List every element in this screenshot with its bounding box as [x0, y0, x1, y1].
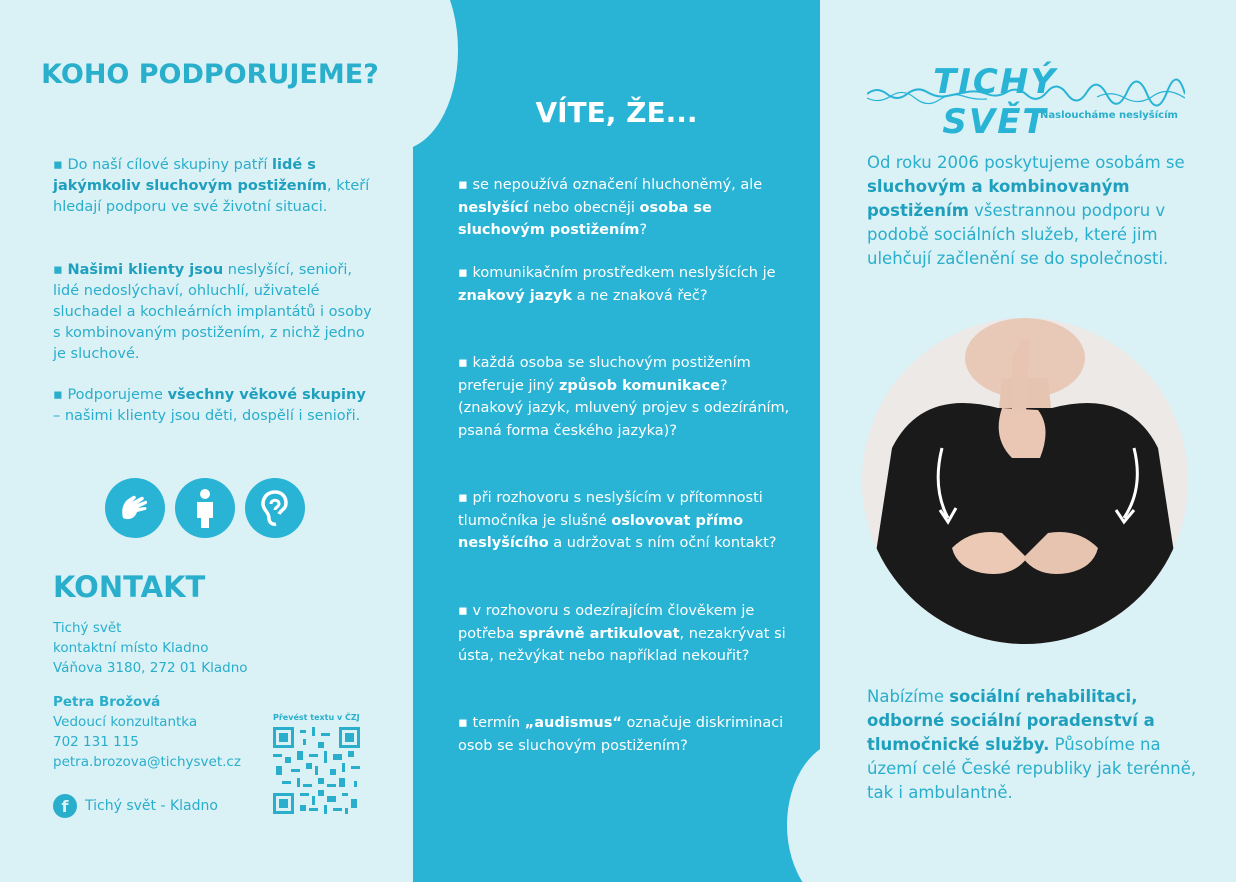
- bold-text: Našimi klienty jsou: [67, 262, 224, 278]
- text: a ne znaková řeč?: [572, 287, 708, 304]
- bold-text: způsob komunikace: [558, 377, 720, 394]
- text: – našimi klienty jsou děti, dospělí i senioři.: [53, 408, 361, 424]
- facebook-label: Tichý svět - Kladno: [85, 798, 218, 814]
- decorative-shape: [787, 740, 820, 882]
- icon-row: [105, 478, 305, 538]
- contact-place: kontaktní místo Kladno: [53, 640, 209, 656]
- fact-item: ▪ při rozhovoru s neslyšícím v přítomnosti tlumočníka je slušné oslovovat přímo neslyšícího a udržovat s ním oční kontakt?: [458, 490, 777, 551]
- bold-text: znakový jazyk: [458, 287, 573, 304]
- sign-language-photo: [862, 318, 1188, 644]
- bold-text: sociální rehabilitaci, odborné sociální poradenství a tlumočnické služby.: [867, 687, 1155, 754]
- text: v rozhovoru s odezírajícím člověkem je potřeba: [458, 603, 755, 642]
- heading-koho-podporujeme: KOHO PODPORUJEME?: [41, 59, 379, 90]
- bold-text: lidé s jakýmkoliv sluchovým postižením: [53, 157, 328, 194]
- contact-person-block: [53, 692, 283, 772]
- fact-item: ▪ komunikačním prostředkem neslyšících je znakový jazyk a ne znaková řeč?: [458, 265, 776, 304]
- fact-item: ▪ každá osoba se sluchovým postižením preferuje jiný způsob komunikace? (znakový jazyk, mluvený projev s odezíráním, psaná forma českého jazyka)?: [458, 355, 790, 439]
- text: všestrannou podporu v podobě sociálních služeb, které jim ulehčují začlenění se do společnosti.: [867, 201, 1169, 268]
- clients-paragraph: [53, 260, 373, 365]
- phone-number[interactable]: 702 131 115: [53, 734, 139, 750]
- fact-item: ▪ v rozhovoru s odezírajícím člověkem je potřeba správně artikulovat, nezakrývat si ústa, nežvýkat nebo například nekouřit?: [458, 603, 786, 664]
- services-paragraph: [867, 685, 1197, 805]
- bold-text: osoba se sluchovým postižením: [458, 199, 712, 238]
- bold-text: všechny věkové skupiny: [167, 387, 366, 403]
- org-name: Tichý svět: [53, 620, 122, 636]
- bold-text: oslovovat přímo neslyšícího: [458, 512, 744, 551]
- text: Do naší cílové skupiny patří: [67, 157, 273, 173]
- person-role: Vedoucí konzultantka: [53, 714, 198, 730]
- bold-text: neslyšící: [458, 199, 529, 216]
- target-group-paragraph: [53, 155, 373, 218]
- text: označuje diskriminaci osob se sluchovým postižením?: [458, 715, 784, 754]
- email-link[interactable]: petra.brozova@tichysvet.cz: [53, 754, 241, 770]
- bullet: ▪: [53, 262, 63, 278]
- ear-icon: [245, 478, 305, 538]
- middle-panel: [413, 0, 820, 882]
- right-panel: [820, 0, 1236, 882]
- address: Váňova 3180, 272 01 Kladno: [53, 660, 248, 676]
- fact-item: ▪ termín „audismus“ označuje diskriminaci osob se sluchovým postižením?: [458, 715, 784, 754]
- bold-text: „audismus“: [524, 715, 622, 731]
- fact-item: ▪ se nepoužívá označení hluchoněmý, ale neslyšící nebo obecněji osoba se sluchovým postižením?: [458, 177, 763, 238]
- text: se nepoužívá označení hluchoněmý, ale: [472, 177, 763, 193]
- bullet: ▪: [53, 157, 63, 173]
- text: každá osoba se sluchovým postižením preferuje jiný: [458, 355, 751, 394]
- person-icon: [175, 478, 235, 538]
- bold-text: správně artikulovat: [519, 625, 680, 642]
- text: a udržovat s ním oční kontakt?: [548, 535, 777, 551]
- contact-address-block: [53, 618, 283, 678]
- text: , kteří hledají podporu ve své životní situaci.: [53, 178, 370, 215]
- tagline: Nasloucháme neslyšícím: [1040, 110, 1178, 121]
- left-panel: [0, 0, 413, 882]
- text: Nabízíme: [867, 687, 950, 706]
- text: neslyšící, senioři, lidé nedoslýchaví, ohluchlí, uživatelé sluchadel a kochleárních implantátů i osoby s kombinovaným postižením, z nichž jedno je sluchové.: [53, 262, 372, 362]
- text: ?: [639, 222, 648, 238]
- qr-label: Převést textu v ČZJ: [273, 713, 360, 722]
- hand-sign-icon: [105, 478, 165, 538]
- facebook-link[interactable]: [53, 794, 218, 818]
- text: komunikačním prostředkem neslyšících je: [472, 265, 776, 281]
- text: termín: [472, 715, 525, 731]
- person-name: Petra Brožová: [53, 694, 161, 710]
- text: , nezakrývat si ústa, nežvýkat nebo například nekouřit?: [458, 625, 786, 664]
- bold-text: sluchovým a kombinovaným postižením: [867, 177, 1130, 220]
- text: Od roku 2006 poskytujeme osobám se: [867, 153, 1185, 172]
- contact-heading: KONTAKT: [53, 570, 206, 604]
- intro-paragraph: [867, 151, 1197, 271]
- heading-vite-ze: VÍTE, ŽE...: [535, 96, 698, 129]
- bullet: ▪: [53, 387, 63, 403]
- logo: TICHÝ SVĚT: [933, 62, 1057, 142]
- facebook-icon: f: [53, 794, 77, 818]
- text: ? (znakový jazyk, mluvený projev s odezíráním, psaná forma českého jazyka)?: [458, 377, 790, 439]
- qr-code-icon[interactable]: [273, 727, 360, 814]
- text: Podporujeme: [67, 387, 168, 403]
- text: Působíme na území celé České republiky jak terénně, tak i ambulantně.: [867, 735, 1197, 802]
- text: při rozhovoru s neslyšícím v přítomnosti tlumočníka je slušné: [458, 490, 763, 529]
- age-groups-paragraph: [53, 385, 373, 427]
- text: nebo obecněji: [528, 199, 640, 216]
